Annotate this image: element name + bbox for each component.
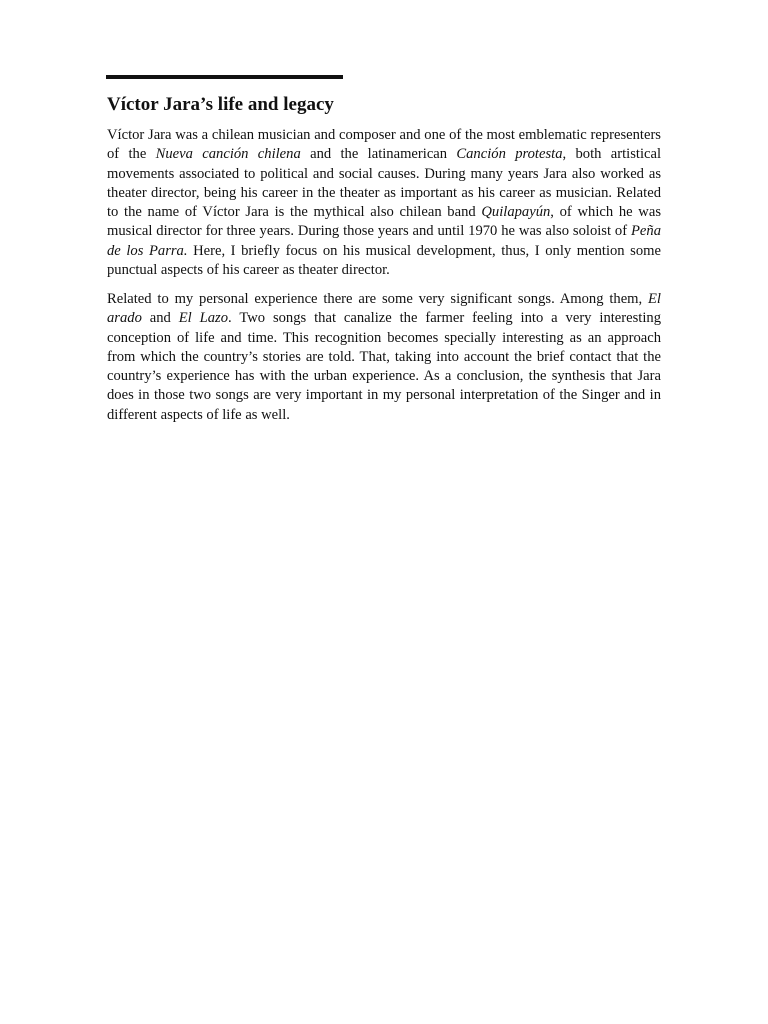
text-run: , both artistical movements associated to political and social causes. During many years Jara also worked as theater director, being his career in the theater as important as his career as musician. Related to the name of Víctor Jara is the mythical also chilean band bbox=[107, 146, 662, 221]
paragraph-intro bbox=[107, 126, 661, 280]
text-run: Here, I briefly focus on his musical development, thus, I only mention some punctual aspects of his career as theater director. bbox=[107, 242, 661, 279]
text-run: . Two songs that canalize the farmer feeling into a very interesting conception of life and time. This recognition becomes specially interesting as an approach from which the country’s stories are told. That, taking into account the brief contact that the country’s experience has with the urban experience. As a conclusion, the synthesis that Jara does in those two songs are very important in my personal interpretation of the Singer and in different aspects of life as well. bbox=[107, 310, 661, 423]
text-run: and the latinamerican bbox=[300, 146, 457, 163]
paragraph-experience bbox=[107, 290, 661, 425]
italic-term: Nueva canción chilena bbox=[155, 146, 301, 163]
text-run: Víctor Jara was a chilean musician and composer and one of the most emblematic representers of the bbox=[107, 127, 661, 163]
italic-term: Quilapayún bbox=[481, 204, 551, 221]
text-run: Related to my personal experience there are some very significant songs. Among them, bbox=[107, 291, 649, 307]
section-title: Víctor Jara’s life and legacy bbox=[107, 94, 334, 115]
italic-term: El Lazo bbox=[178, 310, 229, 327]
italic-term: Canción protesta bbox=[456, 146, 563, 163]
header-rule bbox=[106, 75, 343, 79]
italic-term: Peña de los Parra. bbox=[107, 223, 661, 259]
text-run: and bbox=[141, 310, 179, 327]
text-run: , of which he was musical director for three years. During those years and until 1970 he was also soloist of bbox=[107, 204, 661, 240]
italic-term: El arado bbox=[107, 291, 661, 327]
